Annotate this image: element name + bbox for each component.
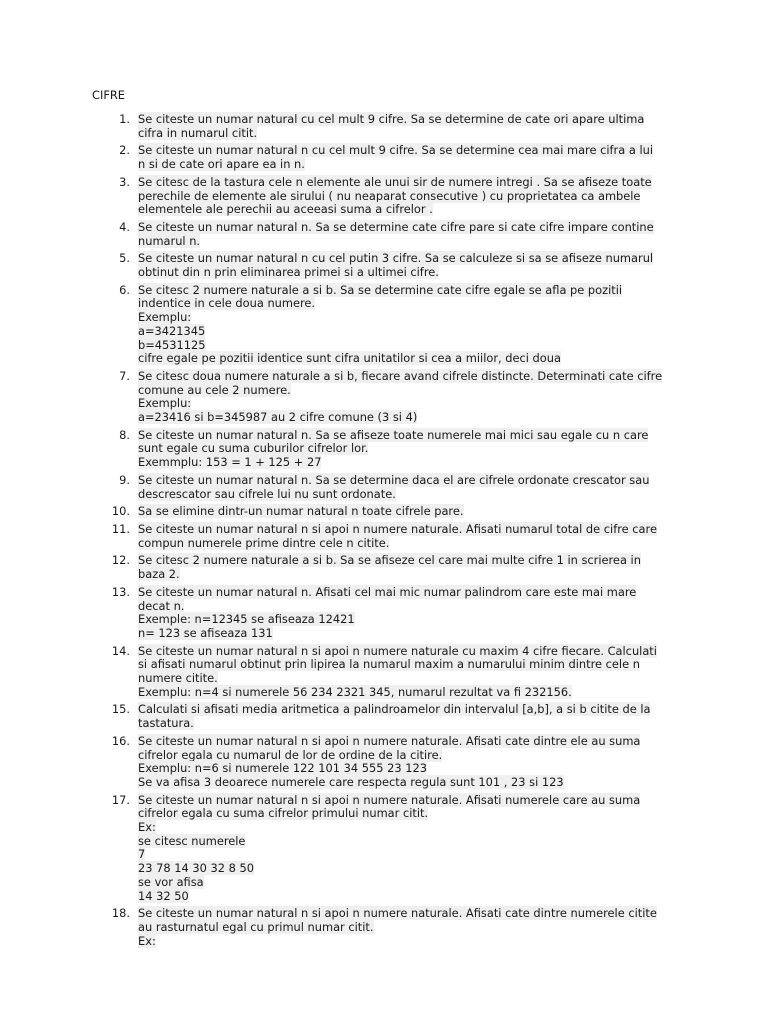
problem-text-line: Exemplu: (138, 310, 192, 325)
problem-number: 15. (111, 702, 130, 717)
problem-text-line: Se citeste un numar natural n. Afisati cel mai mic numar palindrom care este mai mare (138, 584, 637, 599)
problem-text-line: a=3421345 (138, 323, 206, 338)
problem-text-line: 23 78 14 30 32 8 50 (138, 861, 254, 876)
problem-number: 10. (111, 504, 130, 519)
problem-text-line: Ex: (138, 933, 156, 948)
problem-text-line: cifrelor egala cu numarul de lor de ordine de la citire. (138, 747, 443, 762)
page-title: CIFRE (92, 88, 125, 102)
problem-number: 9. (119, 472, 130, 487)
problem-text-line: perechile de elemente ale sirului ( nu neaparat consecutive ) cu proprietatea ca ambele (138, 188, 641, 203)
problem-item (104, 221, 694, 248)
problem-item (104, 645, 694, 700)
problem-text-line: descrescator sau cifrele lui nu sunt ordonate. (138, 486, 396, 501)
problem-text-line: cifra in numarul citit. (138, 125, 258, 140)
problem-text-line: comune au cele 2 numere. (138, 382, 291, 397)
problem-number: 11. (111, 521, 130, 536)
problem-number: 4. (119, 219, 130, 234)
problem-number: 14. (111, 643, 130, 658)
problem-text-line: Se citeste un numar natural n si apoi n numere naturale. Afisati cate dintre numerele citite (138, 906, 657, 921)
problem-item (104, 429, 694, 470)
problem-text-line: Ex: (138, 820, 156, 835)
problem-text-line: 14 32 50 (138, 888, 189, 903)
problem-item (104, 735, 694, 790)
problem-item (104, 523, 694, 550)
problem-number: 13. (111, 584, 130, 599)
problem-text-line: n= 123 se afiseaza 131 (138, 625, 273, 640)
problem-text-line: Exemplu: (138, 396, 192, 411)
problem-text-line: a=23416 si b=345987 au 2 cifre comune (3 si 4) (138, 410, 418, 425)
problem-text-line: b=4531125 (138, 337, 206, 352)
problem-text-line: n si de cate ori apare ea in n. (138, 157, 305, 172)
problem-text-line: Se citesc de la tastura cele n elemente ale unui sir de numere intregi . Sa se afiseze toate (138, 174, 652, 189)
problem-text-line: se vor afisa (138, 874, 204, 889)
problem-text-line: Exemple: n=12345 se afiseaza 12421 (138, 612, 355, 627)
problem-text-line: Se citesc 2 numere naturale a si b. Sa se determine cate cifre egale se afla pe pozitii (138, 282, 623, 297)
problem-text-line: obtinut din n prin eliminarea primei si a ultimei cifre. (138, 265, 439, 280)
problem-text-line: Se citeste un numar natural n si apoi n numere naturale. Afisati numerele care au suma (138, 792, 641, 807)
problem-text-line: numarul n. (138, 233, 201, 248)
problem-number: 16. (111, 733, 130, 748)
problem-text-line: Se citeste un numar natural n. Sa se determine cate cifre pare si cate cifre impare contine (138, 219, 654, 234)
problem-item (104, 794, 694, 904)
problem-text-line: Se citeste un numar natural n. Sa se afiseze toate numerele mai mici sau egale cu n care (138, 427, 649, 442)
problem-item (104, 370, 694, 425)
problem-number: 2. (119, 143, 130, 158)
problem-text-line: Se citeste un numar natural n si apoi n numere naturale. Afisati cate dintre ele au suma (138, 733, 641, 748)
problem-number: 12. (111, 553, 130, 568)
problem-text-line: si afisati numarul obtinut prin lipirea la numarul maxim a numarului minim dintre cele n (138, 657, 640, 672)
problem-text-line: Se citeste un numar natural n si apoi n numere naturale cu maxim 4 cifre fiecare. Calculati (138, 643, 657, 658)
problem-item (104, 284, 694, 366)
problem-text-line: baza 2. (138, 567, 180, 582)
problem-item (104, 144, 694, 171)
problem-text-line: Se citesc 2 numere naturale a si b. Sa se afiseze cel care mai multe cifre 1 in scrierea in (138, 553, 641, 568)
problem-list (104, 113, 694, 948)
problem-number: 3. (119, 174, 130, 189)
problem-text-line: Exemplu: n=4 si numerele 56 234 2321 345, numarul rezultat va fi 232156. (138, 684, 572, 699)
problem-text-line: compun numerele prime dintre cele n citite. (138, 535, 390, 550)
problem-item (104, 505, 694, 519)
problem-text-line: tastatura. (138, 716, 194, 731)
problem-text-line: numere citite. (138, 671, 218, 686)
problem-text-line: au rasturnatul egal cu primul numar citit. (138, 919, 374, 934)
problem-item (104, 907, 694, 948)
problem-number: 6. (119, 282, 130, 297)
problem-item (104, 474, 694, 501)
problem-item (104, 252, 694, 279)
problem-item (104, 176, 694, 217)
problem-item (104, 586, 694, 641)
problem-text-line: Sa se elimine dintr-un numar natural n toate cifrele pare. (138, 504, 464, 519)
problem-text-line: Se va afisa 3 deoarece numerele care respecta regula sunt 101 , 23 si 123 (138, 774, 564, 789)
problem-item (104, 703, 694, 730)
problem-text-line: Se citesc doua numere naturale a si b, fiecare avand cifrele distincte. Determinati cate cifre (138, 368, 663, 383)
problem-text-line: Se citeste un numar natural n cu cel putin 3 cifre. Sa se calculeze si sa se afiseze numarul (138, 251, 654, 266)
problem-number: 1. (119, 112, 130, 126)
problem-text-line: se citesc numerele (138, 833, 246, 848)
problem-text-line: Se citeste un numar natural n si apoi n numere naturale. Afisati numarul total de cifre care (138, 521, 657, 536)
problem-text-line: Exemmplu: 153 = 1 + 125 + 27 (138, 455, 322, 470)
problem-text-line: cifre egale pe pozitii identice sunt cifra unitatilor si cea a miilor, deci doua (138, 351, 561, 366)
problem-number: 7. (119, 368, 130, 383)
problem-text-line: Se citeste un numar natural cu cel mult 9 cifre. Sa se determine de cate ori apare ultima (138, 112, 645, 126)
problem-text-line: sunt egale cu suma cuburilor cifrelor lor. (138, 441, 369, 456)
problem-number: 18. (111, 906, 130, 921)
problem-number: 17. (111, 792, 130, 807)
problem-text-line: Se citeste un numar natural n cu cel mult 9 cifre. Sa se determine cea mai mare cifra a lui (138, 143, 653, 158)
problem-number: 8. (119, 427, 130, 442)
problem-text-line: cifrelor egala cu suma cifrelor primului numar citit. (138, 806, 429, 821)
problem-text-line: Exemplu: n=6 si numerele 122 101 34 555 23 123 (138, 761, 427, 776)
problem-item (104, 113, 694, 140)
problem-text-line: indentice in cele doua numere. (138, 296, 316, 311)
problem-text-line: Calculati si afisati media aritmetica a palindroamelor din intervalul [a,b], a si b citite de la (138, 702, 651, 717)
problem-text-line: elementele ale perechii au aceeasi suma a cifrelor . (138, 202, 433, 217)
problem-text-line: decat n. (138, 598, 185, 613)
problem-text-line: Se citeste un numar natural n. Sa se determine daca el are cifrele ordonate crescator sau (138, 472, 650, 487)
problem-item (104, 554, 694, 581)
problem-number: 5. (119, 251, 130, 266)
problem-text-line: 7 (138, 847, 146, 862)
